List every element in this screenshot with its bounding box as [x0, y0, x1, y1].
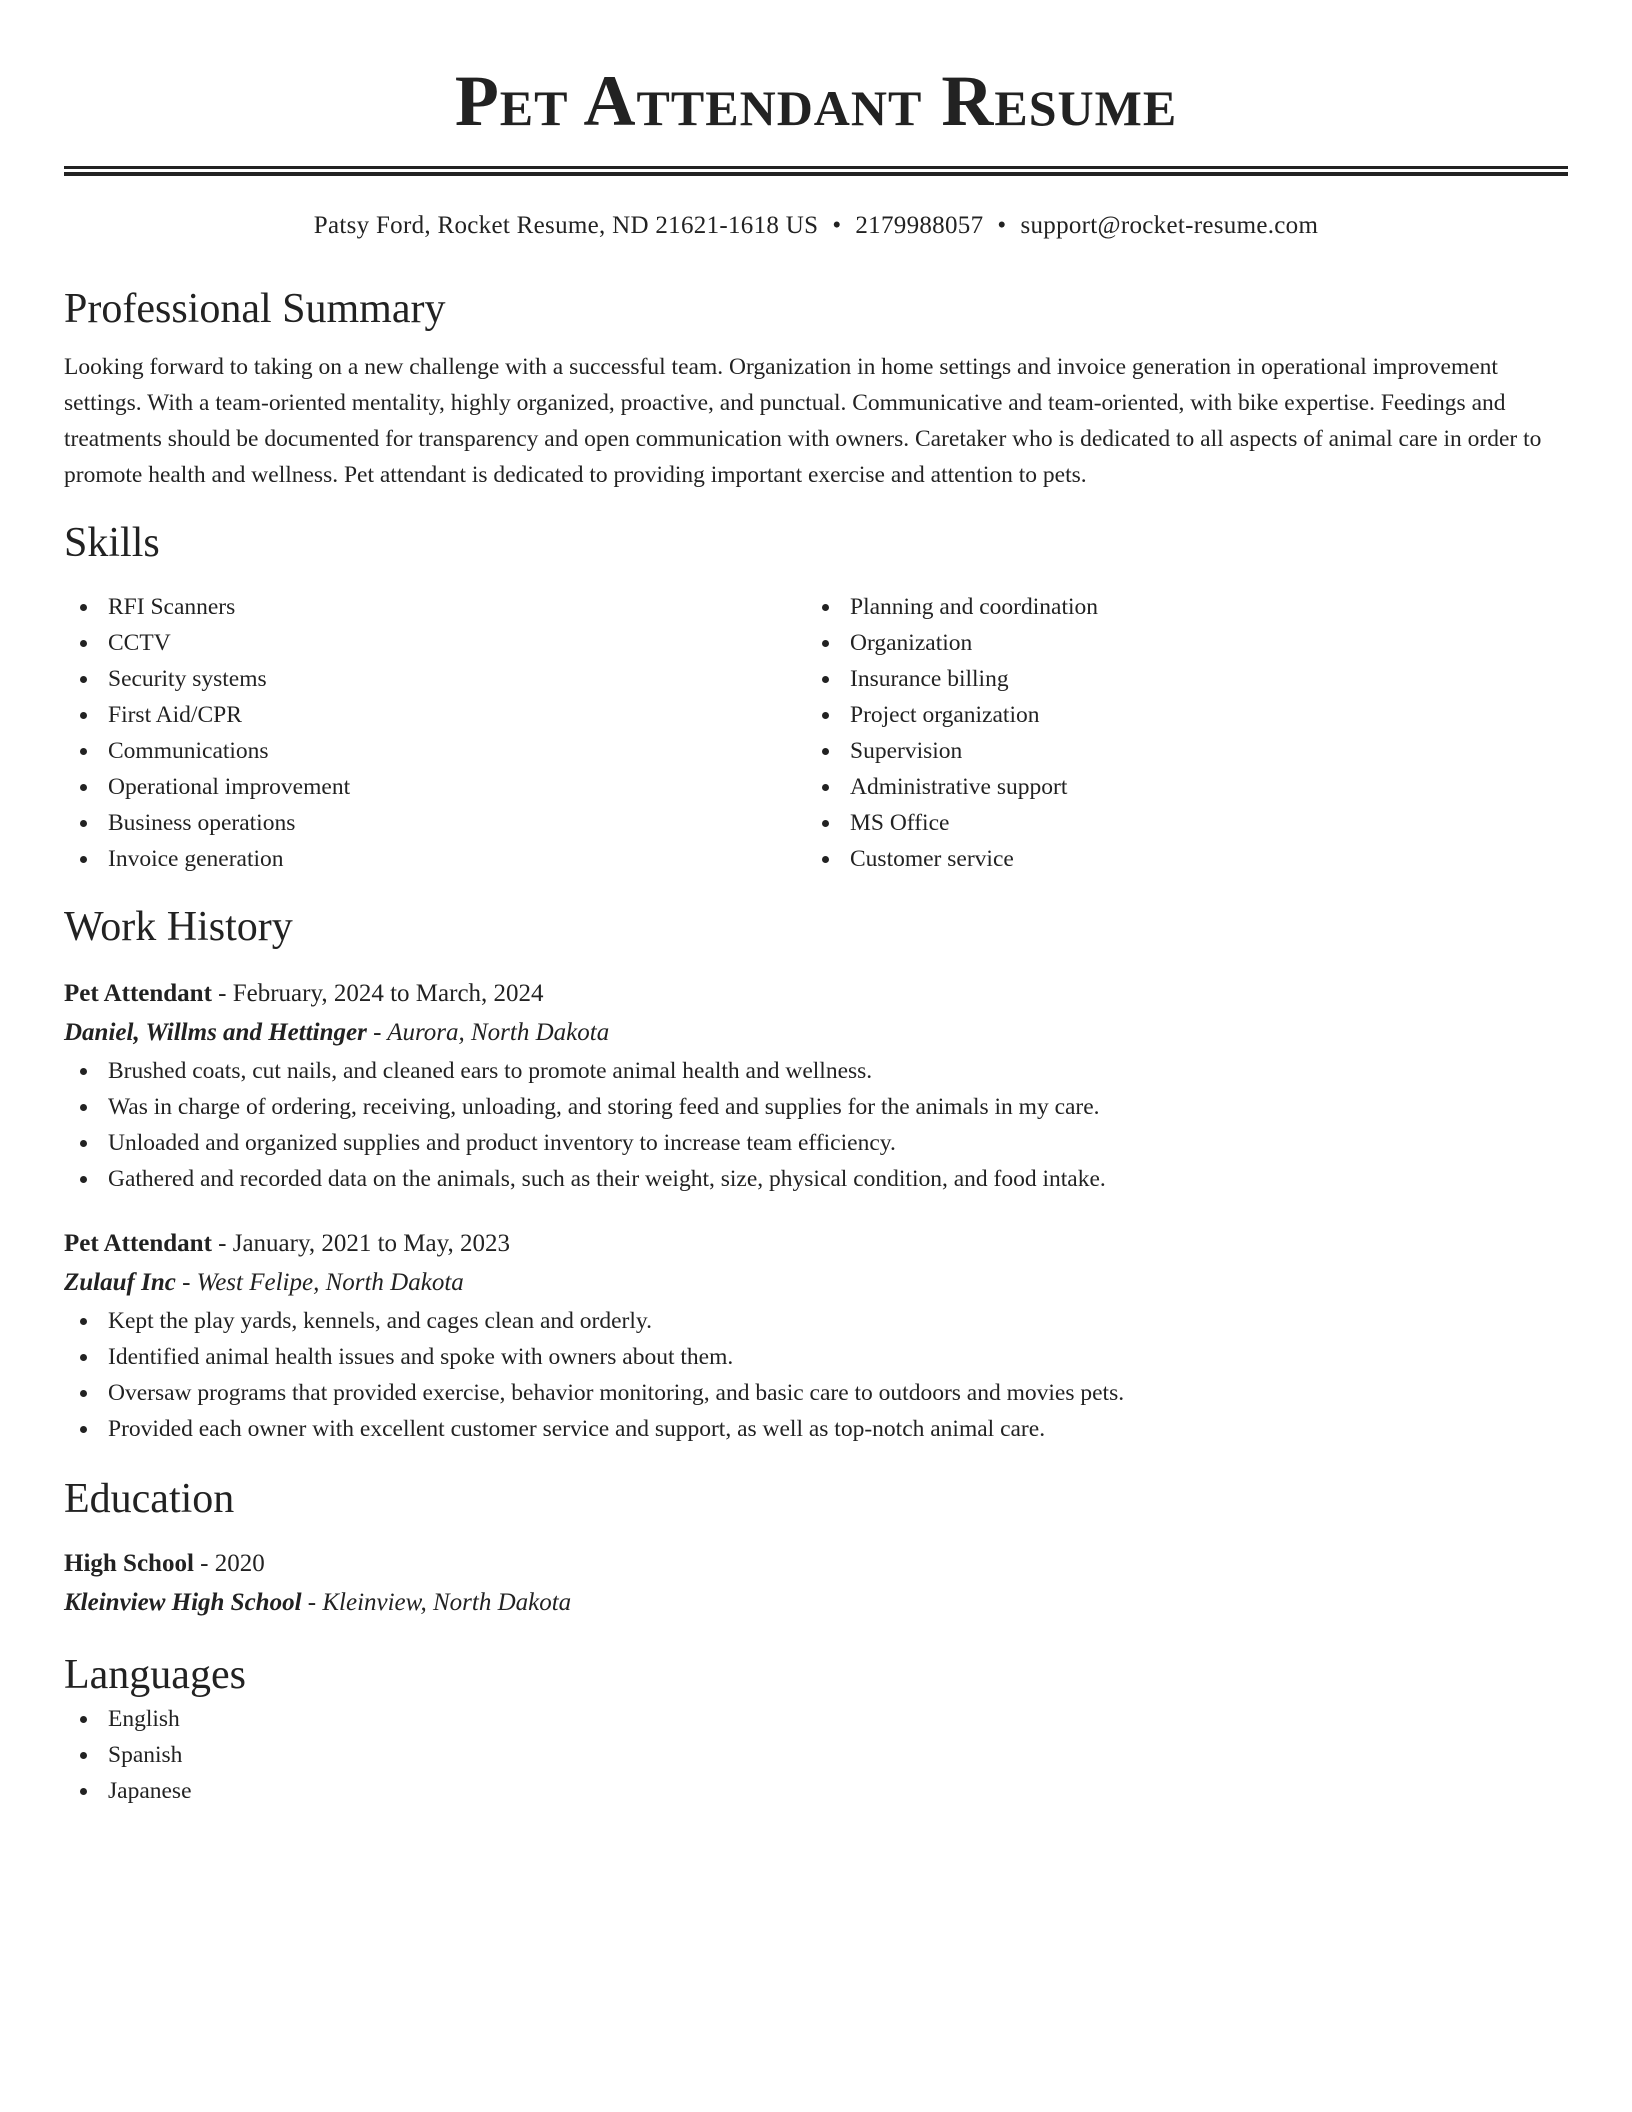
job-company-line [64, 1013, 1568, 1053]
skill-item: Planning and coordination [806, 589, 1548, 625]
skill-item: Customer service [806, 841, 1548, 877]
contact-separator: • [997, 212, 1007, 239]
job-duty: Unloaded and organized supplies and product inventory to increase team efficiency. [64, 1125, 1568, 1161]
skill-item: Supervision [806, 733, 1548, 769]
summary-heading: Professional Summary [64, 286, 446, 332]
job-company-line [64, 1263, 1568, 1303]
job-location: - Aurora, North Dakota [366, 1019, 610, 1046]
title-divider [64, 166, 1568, 176]
education-heading: Education [64, 1476, 235, 1522]
job-duty: Provided each owner with excellent customer service and support, as well as top-notch animal care. [64, 1411, 1568, 1447]
education-school: Kleinview High School [64, 1589, 302, 1616]
job-header [64, 1225, 1568, 1263]
resume-page [64, 0, 1568, 1809]
language-item: Japanese [64, 1773, 1568, 1809]
skills-column-right [806, 589, 1548, 877]
skill-item: Security systems [64, 661, 806, 697]
job-entry [64, 975, 1568, 1197]
summary-section [64, 283, 1568, 493]
contact-email: support@rocket-resume.com [1020, 212, 1319, 239]
job-header [64, 975, 1568, 1013]
skills-grid [64, 589, 1568, 877]
skill-item: Administrative support [806, 769, 1548, 805]
job-company: Daniel, Willms and Hettinger [64, 1019, 367, 1046]
skills-column-left [64, 589, 806, 877]
contact-address: Patsy Ford, Rocket Resume, ND 21621-1618 US [313, 212, 819, 239]
job-duty: Brushed coats, cut nails, and cleaned ears to promote animal health and wellness. [64, 1053, 1568, 1089]
education-degree: High School [64, 1550, 194, 1577]
languages-list [64, 1701, 1568, 1809]
job-duty: Identified animal health issues and spoke with owners about them. [64, 1339, 1568, 1375]
resume-title: Pet Attendant Resume [454, 61, 1178, 141]
skills-heading: Skills [64, 520, 160, 566]
contact-phone: 2179988057 [855, 212, 984, 239]
job-entry [64, 1225, 1568, 1447]
skill-item: Project organization [806, 697, 1548, 733]
skill-item: RFI Scanners [64, 589, 806, 625]
skills-section [64, 517, 1568, 877]
skill-item: Business operations [64, 805, 806, 841]
education-entry [64, 1545, 1568, 1623]
job-duties-list [64, 1053, 1568, 1197]
job-dates: - January, 2021 to May, 2023 [211, 1230, 511, 1257]
job-duty: Gathered and recorded data on the animals, such as their weight, size, physical condition, and food intake. [64, 1161, 1568, 1197]
skill-item: Insurance billing [806, 661, 1548, 697]
education-header [64, 1545, 1568, 1583]
job-company: Zulauf Inc [64, 1269, 176, 1296]
languages-heading: Languages [64, 1652, 246, 1698]
job-role: Pet Attendant [64, 1230, 212, 1257]
summary-text: Looking forward to taking on a new challenge with a successful team. Organization in home settings and invoice generation in operational improvement settings. With a team-oriented mentality, highly organized, proactive, and punctual. Communicative and team-oriented, with bike expertise. Feedings and treatments should be documented for transparency and open communication with owners. Caretaker who is dedicated to all aspects of animal care in order to promote health and wellness. Pet attendant is dedicated to providing important exercise and attention to pets. [64, 354, 1542, 488]
skill-item: Invoice generation [64, 841, 806, 877]
job-duty: Oversaw programs that provided exercise, behavior monitoring, and basic care to outdoors and movies pets. [64, 1375, 1568, 1411]
skill-item: Operational improvement [64, 769, 806, 805]
skill-item: First Aid/CPR [64, 697, 806, 733]
skills-list-right [806, 589, 1548, 877]
job-location: - West Felipe, North Dakota [175, 1269, 464, 1296]
skill-item: CCTV [64, 625, 806, 661]
contact-separator: • [832, 212, 842, 239]
job-dates: - February, 2024 to March, 2024 [211, 980, 544, 1007]
education-year: - 2020 [193, 1550, 265, 1577]
education-section [64, 1473, 1568, 1623]
job-duty: Was in charge of ordering, receiving, unloading, and storing feed and supplies for the animals in my care. [64, 1089, 1568, 1125]
work-history-section [64, 901, 1568, 1447]
skill-item: MS Office [806, 805, 1548, 841]
job-duties-list [64, 1303, 1568, 1447]
education-location: - Kleinview, North Dakota [301, 1589, 572, 1616]
job-duty: Kept the play yards, kennels, and cages clean and orderly. [64, 1303, 1568, 1339]
education-school-line [64, 1583, 1568, 1623]
skill-item: Organization [806, 625, 1548, 661]
languages-section [64, 1649, 1568, 1809]
language-item: English [64, 1701, 1568, 1737]
job-role: Pet Attendant [64, 980, 212, 1007]
language-item: Spanish [64, 1737, 1568, 1773]
contact-line [64, 209, 1568, 243]
skill-item: Communications [64, 733, 806, 769]
skills-list-left [64, 589, 806, 877]
work-history-heading: Work History [64, 904, 293, 950]
